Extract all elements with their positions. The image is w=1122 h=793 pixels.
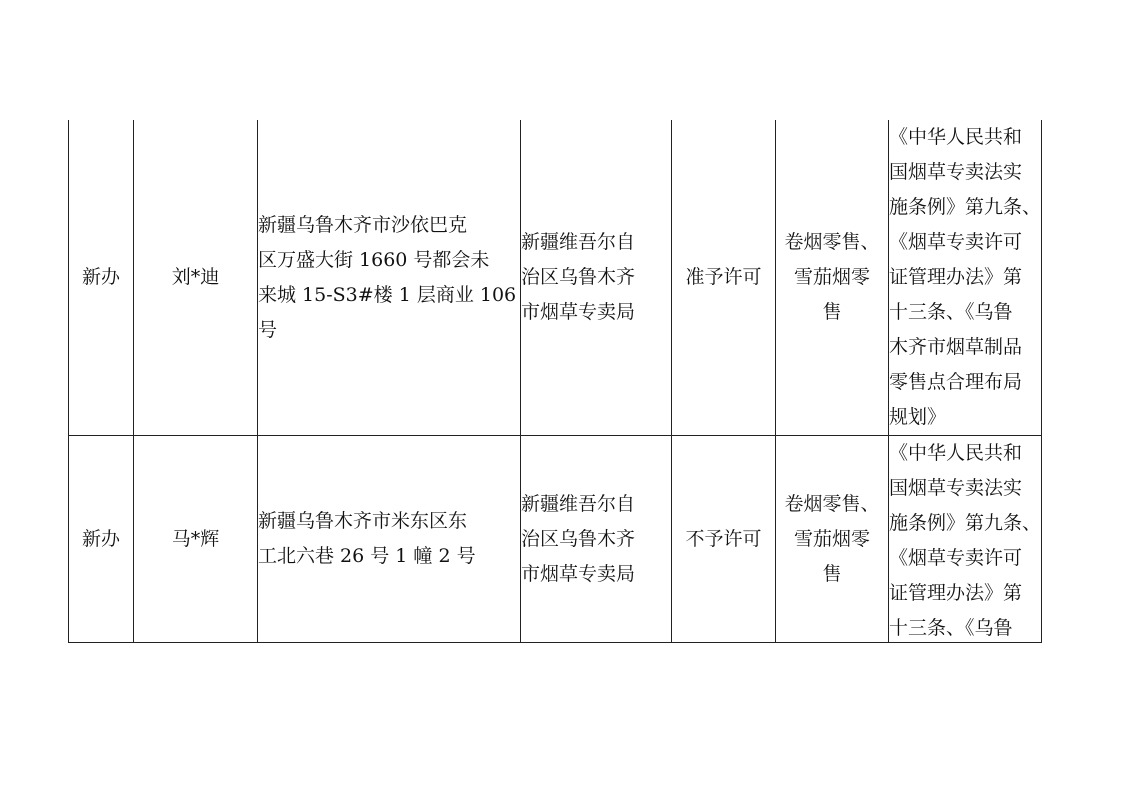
- basis-line: 《烟草专卖许可: [889, 231, 1023, 253]
- basis-line: 十三条、《乌鲁: [889, 301, 1013, 323]
- basis-line: 证管理办法》第: [889, 582, 1023, 604]
- basis-line: 国烟草专卖法实: [889, 477, 1023, 499]
- scope-line: 售: [822, 301, 842, 323]
- address-line: 新疆乌鲁木齐市米东区东: [258, 510, 468, 532]
- basis-line: 木齐市烟草制品: [889, 336, 1023, 358]
- authority-line: 市烟草专卖局: [521, 562, 636, 585]
- scope-line: 卷烟零售、: [784, 231, 880, 253]
- authority-line: 新疆维吾尔自: [521, 231, 636, 253]
- license-table: [68, 120, 1042, 643]
- basis-line: 《烟草专卖许可: [889, 547, 1023, 569]
- basis-line: 国烟草专卖法实: [889, 161, 1023, 183]
- address-line: 号: [258, 318, 278, 341]
- scope-cell: [776, 120, 889, 436]
- basis-line: 证管理办法》第: [889, 266, 1023, 288]
- scope-cell: [776, 436, 889, 643]
- basis-line: 施条例》第九条、: [889, 196, 1042, 218]
- application-type-cell: 新办: [69, 120, 134, 436]
- authority-line: 治区乌鲁木齐: [521, 527, 636, 550]
- scope-line: 售: [822, 562, 842, 585]
- basis-line: 零售点合理布局: [889, 371, 1023, 393]
- table-row: [69, 120, 1042, 436]
- decision-cell: 不予许可: [672, 436, 776, 643]
- authority-cell: [521, 436, 672, 643]
- authority-line: 治区乌鲁木齐: [521, 266, 636, 288]
- address-line: 工北六巷 26 号 1 幢 2 号: [258, 545, 476, 567]
- legal-basis-cell: [889, 436, 1042, 643]
- address-line: 区万盛大街 1660 号都会未: [258, 248, 490, 271]
- authority-line: 新疆维吾尔自: [521, 492, 636, 515]
- legal-basis-cell: [889, 120, 1042, 436]
- decision-cell: 准予许可: [672, 120, 776, 436]
- authority-cell: [521, 120, 672, 436]
- basis-line: 施条例》第九条、: [889, 512, 1042, 534]
- application-type-cell: 新办: [69, 436, 134, 643]
- address-line: 新疆乌鲁木齐市沙依巴克: [258, 213, 468, 236]
- basis-line: 《中华人民共和: [889, 442, 1023, 464]
- scope-line: 雪茄烟零: [793, 527, 870, 550]
- table-row: [69, 436, 1042, 643]
- applicant-name-cell: 刘*迪: [134, 120, 258, 436]
- address-line: 来城 15-S3#楼 1 层商业 106: [258, 283, 517, 306]
- applicant-name-cell: 马*辉: [134, 436, 258, 643]
- authority-line: 市烟草专卖局: [521, 301, 636, 323]
- address-cell: [258, 436, 521, 643]
- basis-line: 规划》: [889, 406, 947, 428]
- scope-line: 雪茄烟零: [793, 266, 870, 288]
- scope-line: 卷烟零售、: [784, 492, 880, 515]
- address-cell: [258, 120, 521, 436]
- basis-line: 《中华人民共和: [889, 126, 1023, 148]
- basis-line: 十三条、《乌鲁: [889, 617, 1013, 639]
